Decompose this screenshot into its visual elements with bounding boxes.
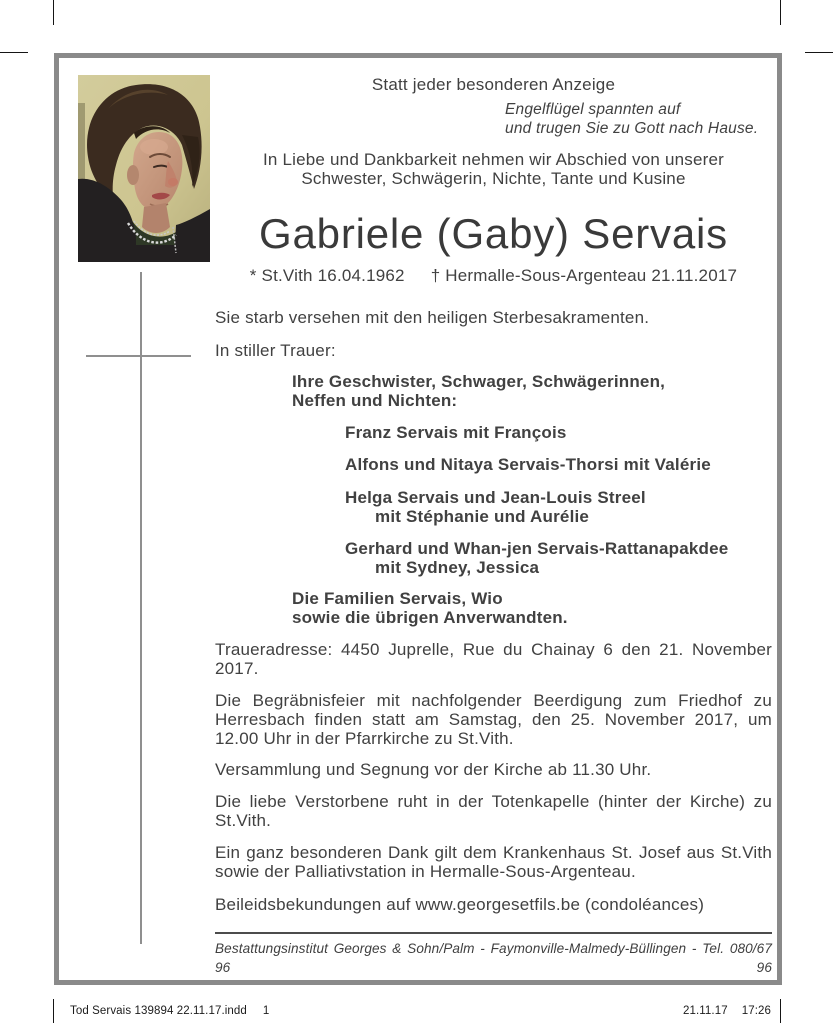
crop-mark-top-left-vertical [53,0,54,25]
address-line-2: 2017. [215,659,259,678]
sacraments-line: Sie starb versehen mit den heiligen Sterbesakramenten. [215,308,650,327]
undertaker-line: Bestattungsinstitut Georges & Sohn/Palm - Faymonville-Malmedy-Büllingen - Tel. 080/67 96 96 [215,941,772,975]
relative-entry [215,539,772,577]
relative-line-1: Gerhard und Whan-jen Servais-Rattanapakdee [345,539,729,558]
relative-line-2: mit Stéphanie und Aurélie [375,507,590,526]
obituary-frame [54,53,782,985]
thanks-info [215,843,772,881]
families-line-2: sowie die übrigen Anverwandten. [292,608,568,627]
farewell-intro [215,150,772,188]
families-line-1: Die Familien Servais, Wio [292,589,503,608]
funeral-line-1: Die Begräbnisfeier mit nachfolgender Beerdigung zum Friedhof zu [215,691,772,710]
slug-timestamp [683,999,771,1023]
relative-line-2: mit Sydney, Jessica [375,558,540,577]
registration-mark-vertical [140,272,142,944]
page-number: 1 [262,1005,270,1017]
crop-mark-bottom-left-vertical [53,999,54,1023]
family-intro-line-1: Ihre Geschwister, Schwager, Schwägerinnen, [292,372,666,391]
crop-mark-top-left-horizontal [0,52,28,53]
crop-mark-bottom-right-vertical [780,999,781,1023]
birth-date: * St.Vith 16.04.1962 [249,266,405,285]
thanks-line-1: Ein ganz besonderen Dank gilt dem Krankenhaus St. Josef aus St.Vith [215,843,772,862]
relative-entry: Franz Servais mit François [345,423,567,442]
families-closing [215,589,772,627]
quote-line-1: Engelflügel spannten auf [505,101,681,118]
relative-line-1: Helga Servais und Jean-Louis Streel [345,488,646,507]
mourning-address [215,640,772,678]
obituary-text-column [215,58,772,980]
funeral-line-3: 12.00 Uhr in der Pfarrkirche zu St.Vith. [215,729,514,748]
life-dates [215,266,772,285]
relative-entry: Alfons und Nitaya Servais-Thorsi mit Valérie [345,455,711,474]
print-time: 17:26 [741,1005,771,1017]
funeral-info [215,691,772,748]
intro-line-2: Schwester, Schwägerin, Nichte, Tante und Kusine [301,169,686,188]
condolence-line: Beileidsbekundungen auf www.georgesetfils.be (condoléances) [215,895,705,914]
registration-mark-horizontal [86,355,191,357]
footer-divider [215,932,772,934]
portrait-photo-image [78,75,210,262]
chapel-line-1: Die liebe Verstorbene ruht in der Totenkapelle (hinter der Kirche) zu [215,792,772,811]
relative-entry [215,488,772,526]
intro-line-1: In Liebe und Dankbarkeit nehmen wir Abschied von unserer [262,150,725,169]
mourning-label: In stiller Trauer: [215,341,336,360]
chapel-line-2: St.Vith. [215,811,272,830]
quote-line-2: und trugen Sie zu Gott nach Hause. [505,120,759,137]
crop-mark-top-right-vertical [780,0,781,25]
slug-file-info [70,999,269,1023]
memorial-quote [505,100,772,138]
address-line-1: Traueradresse: 4450 Juprelle, Rue du Chainay 6 den 21. November [215,640,772,659]
death-date: † Hermalle-Sous-Argenteau 21.11.2017 [430,266,738,285]
thanks-line-2: sowie der Palliativstation in Hermalle-Sous-Argenteau. [215,862,636,881]
notice-line: Statt jeder besonderen Anzeige [371,75,616,94]
assembly-line: Versammlung und Segnung vor der Kirche ab 11.30 Uhr. [215,760,652,779]
chapel-info [215,792,772,830]
family-intro [215,372,772,410]
portrait-photo [78,75,210,262]
funeral-line-2: Herresbach finden statt am Samstag, den 25. November 2017, um [215,710,772,729]
file-name: Tod Servais 139894 22.11.17.indd [70,1005,247,1017]
crop-mark-top-right-horizontal [805,52,833,53]
family-intro-line-2: Neffen und Nichten: [292,391,458,410]
deceased-name: Gabriele (Gaby) Servais [259,210,728,257]
print-date: 21.11.17 [683,1005,728,1017]
